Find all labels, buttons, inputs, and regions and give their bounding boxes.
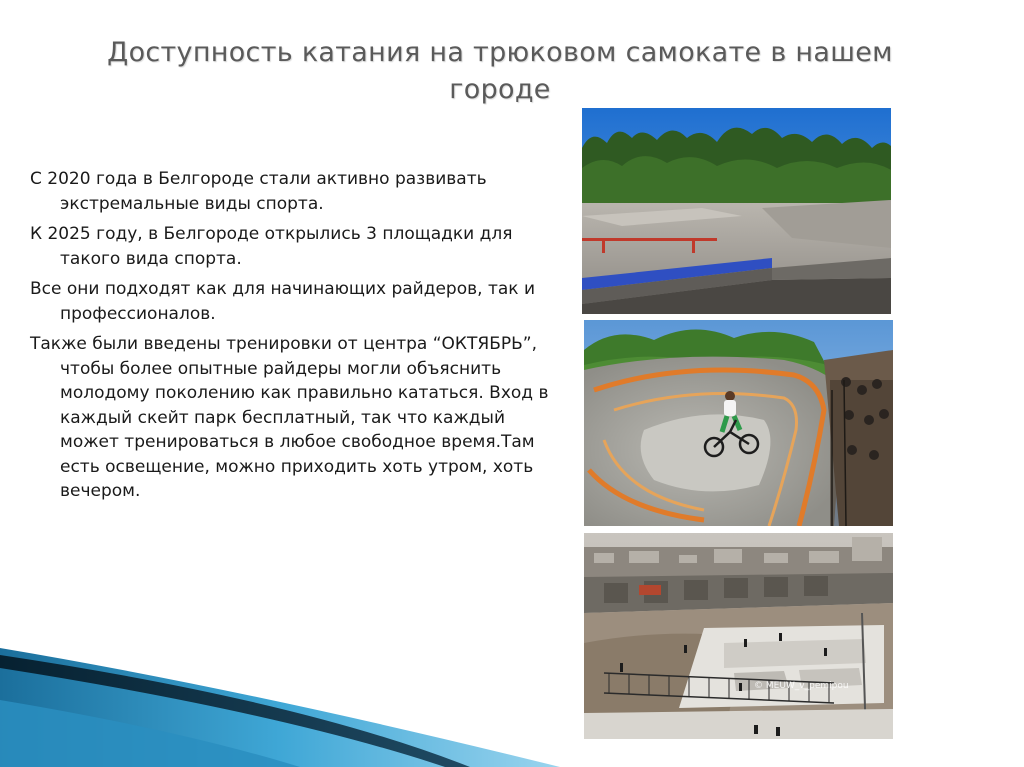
- paragraph-2: К 2025 году, в Белгороде открылись 3 площадки для такого вида спорта.: [30, 224, 513, 269]
- paragraph-3: Все они подходят как для начинающих райдеров, так и профессионалов.: [30, 279, 535, 324]
- body-text: [30, 167, 550, 510]
- paragraph-4: Также были введены тренировки от центра “ОКТЯБРЬ”, чтобы более опытные райдеры могли объяснить молодому поколению как правильно кататься. Вход в каждый скейт парк бесплатный, так что каждый может тренироваться в любое свободное время.Там есть освещение, можно приходить хоть утром, хоть вечером.: [30, 334, 549, 501]
- skatepark-photo-2: [584, 320, 893, 526]
- paragraph-1: С 2020 года в Белгороде стали активно развивать экстремальные виды спорта.: [30, 169, 487, 214]
- skatepark-photo-3: [584, 533, 893, 739]
- slide-title: Доступность катания на трюковом самокате в нашем городе: [107, 37, 893, 105]
- photo-watermark: © MEUW_v_pemipou: [754, 681, 849, 691]
- skatepark-photo-1: [582, 108, 891, 314]
